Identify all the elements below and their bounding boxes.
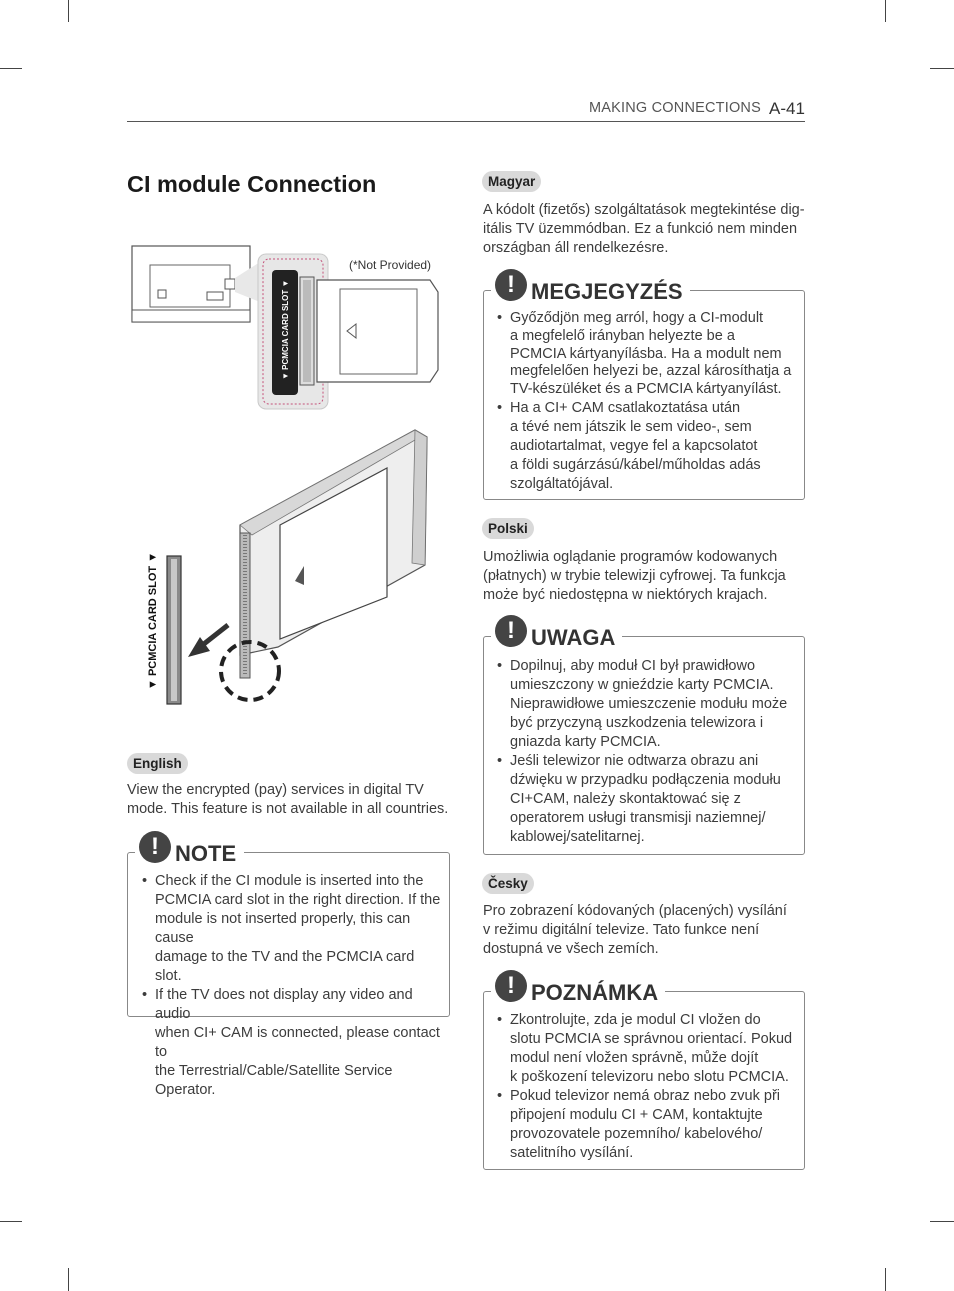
ci-slot-figure	[125, 240, 455, 415]
ci-insertion-figure	[130, 425, 440, 715]
list-item: • Pokud televizor nemá obraz nebo zvuk při připojení modulu CI + CAM, kontaktujte provozovatele pozemního/ kabelového/ satelitního vysílání.	[497, 1087, 797, 1163]
crop-mark	[885, 1268, 886, 1291]
list-item: • If the TV does not display any video and audio when CI+ CAM is connected, please contact to the Terrestrial/Cable/Satellite Service Operator.	[142, 986, 442, 1100]
warning-icon: !	[495, 269, 527, 301]
note-title: MEGJEGYZÉS	[531, 279, 683, 304]
note-heading-polski	[491, 614, 622, 648]
slot-label-top: ▼ PCMCIA CARD SLOT ▼	[281, 279, 290, 380]
note-list-cesky	[497, 1011, 797, 1163]
crop-mark	[885, 0, 886, 22]
language-tag-english: English	[127, 753, 188, 774]
list-item: • Check if the CI module is inserted into the PCMCIA card slot in the right direction. If the module is not inserted properly, this can cause damage to the TV and the PCMCIA card slot.	[142, 872, 442, 986]
english-body: View the encrypted (pay) services in digital TV mode. This feature is not available in all countries.	[127, 782, 449, 818]
crop-mark	[0, 1221, 22, 1222]
header-divider	[127, 121, 805, 122]
crop-mark	[68, 1268, 69, 1291]
section-header: MAKING CONNECTIONS	[589, 100, 761, 116]
page-title: CI module Connection	[127, 171, 377, 197]
page-number: A-41	[769, 99, 805, 118]
note-heading-cesky	[491, 969, 665, 1003]
crop-mark	[68, 0, 69, 22]
note-heading-magyar	[491, 268, 690, 302]
note-list-polski	[497, 657, 797, 847]
list-item: • Dopilnuj, aby moduł CI był prawidłowo umieszczony w gnieździe karty PCMCIA. Nieprawidłowe umieszczenie modułu może być przyczyną uszkodzenia telewizora i gniazda karty PCMCIA.	[497, 657, 797, 752]
list-item: • Zkontrolujte, zda je modul CI vložen do slotu PCMCIA se správnou orientací. Pokud modul není vložen správně, může dojít k poškození televizoru nebo slotu PCMCIA.	[497, 1011, 797, 1087]
crop-mark	[930, 68, 954, 69]
language-tag-magyar: Magyar	[482, 171, 541, 192]
note-title: NOTE	[175, 841, 237, 866]
note-title: UWAGA	[531, 625, 616, 650]
cesky-body: Pro zobrazení kódovaných (placených) vysílání v režimu digitální televize. Tato funkce není dostupná ve všech zemích.	[483, 903, 787, 958]
language-tag-cesky: Česky	[482, 873, 534, 894]
list-item: • Jeśli telewizor nie odtwarza obrazu ani dźwięku w przypadku podłączenia modułu CI+CAM, należy skontaktować się z operatorem usługi transmisji naziemnej/ kablowej/satelitarnej.	[497, 752, 797, 847]
language-tag-polski: Polski	[482, 518, 534, 539]
note-title: POZNÁMKA	[531, 980, 659, 1005]
polski-body: Umożliwia oglądanie programów kodowanych (płatnych) w trybie telewizji cyfrowej. Ta funkcja może być niedostępna w niektórych krajach.	[483, 549, 786, 604]
slot-label-side: ▼ PCMCIA CARD SLOT ▼	[147, 551, 159, 690]
note-heading-english	[135, 830, 243, 864]
warning-icon: !	[139, 831, 171, 863]
note-list-english	[142, 872, 442, 1100]
list-item: • Ha a CI+ CAM csatlakoztatása után a tévé nem játszik le sem video-, sem audiotartalmat, vegye fel a kapcsolatot a földi sugárzású/kábel/műholdas adás szolgáltatójával.	[497, 399, 797, 494]
warning-icon: !	[495, 970, 527, 1002]
crop-mark	[0, 68, 22, 69]
note-list-magyar	[497, 310, 797, 494]
warning-icon: !	[495, 615, 527, 647]
magyar-body: A kódolt (fizetős) szolgáltatások megtekintése dig- itális TV üzemmódban. Ez a funkció nem minden országban áll rendelkezésre.	[483, 202, 805, 257]
crop-mark	[930, 1221, 954, 1222]
not-provided-label: (*Not Provided)	[349, 258, 432, 272]
list-item: • Győződjön meg arról, hogy a CI-modult a megfelelő irányban helyezte be a PCMCIA kártyanyílásba. Ha a modult nem megfelelően helyezi be, azzal károsíthatja a TV-készüléket és a PCMCIA kártyanyílást.	[497, 310, 797, 399]
